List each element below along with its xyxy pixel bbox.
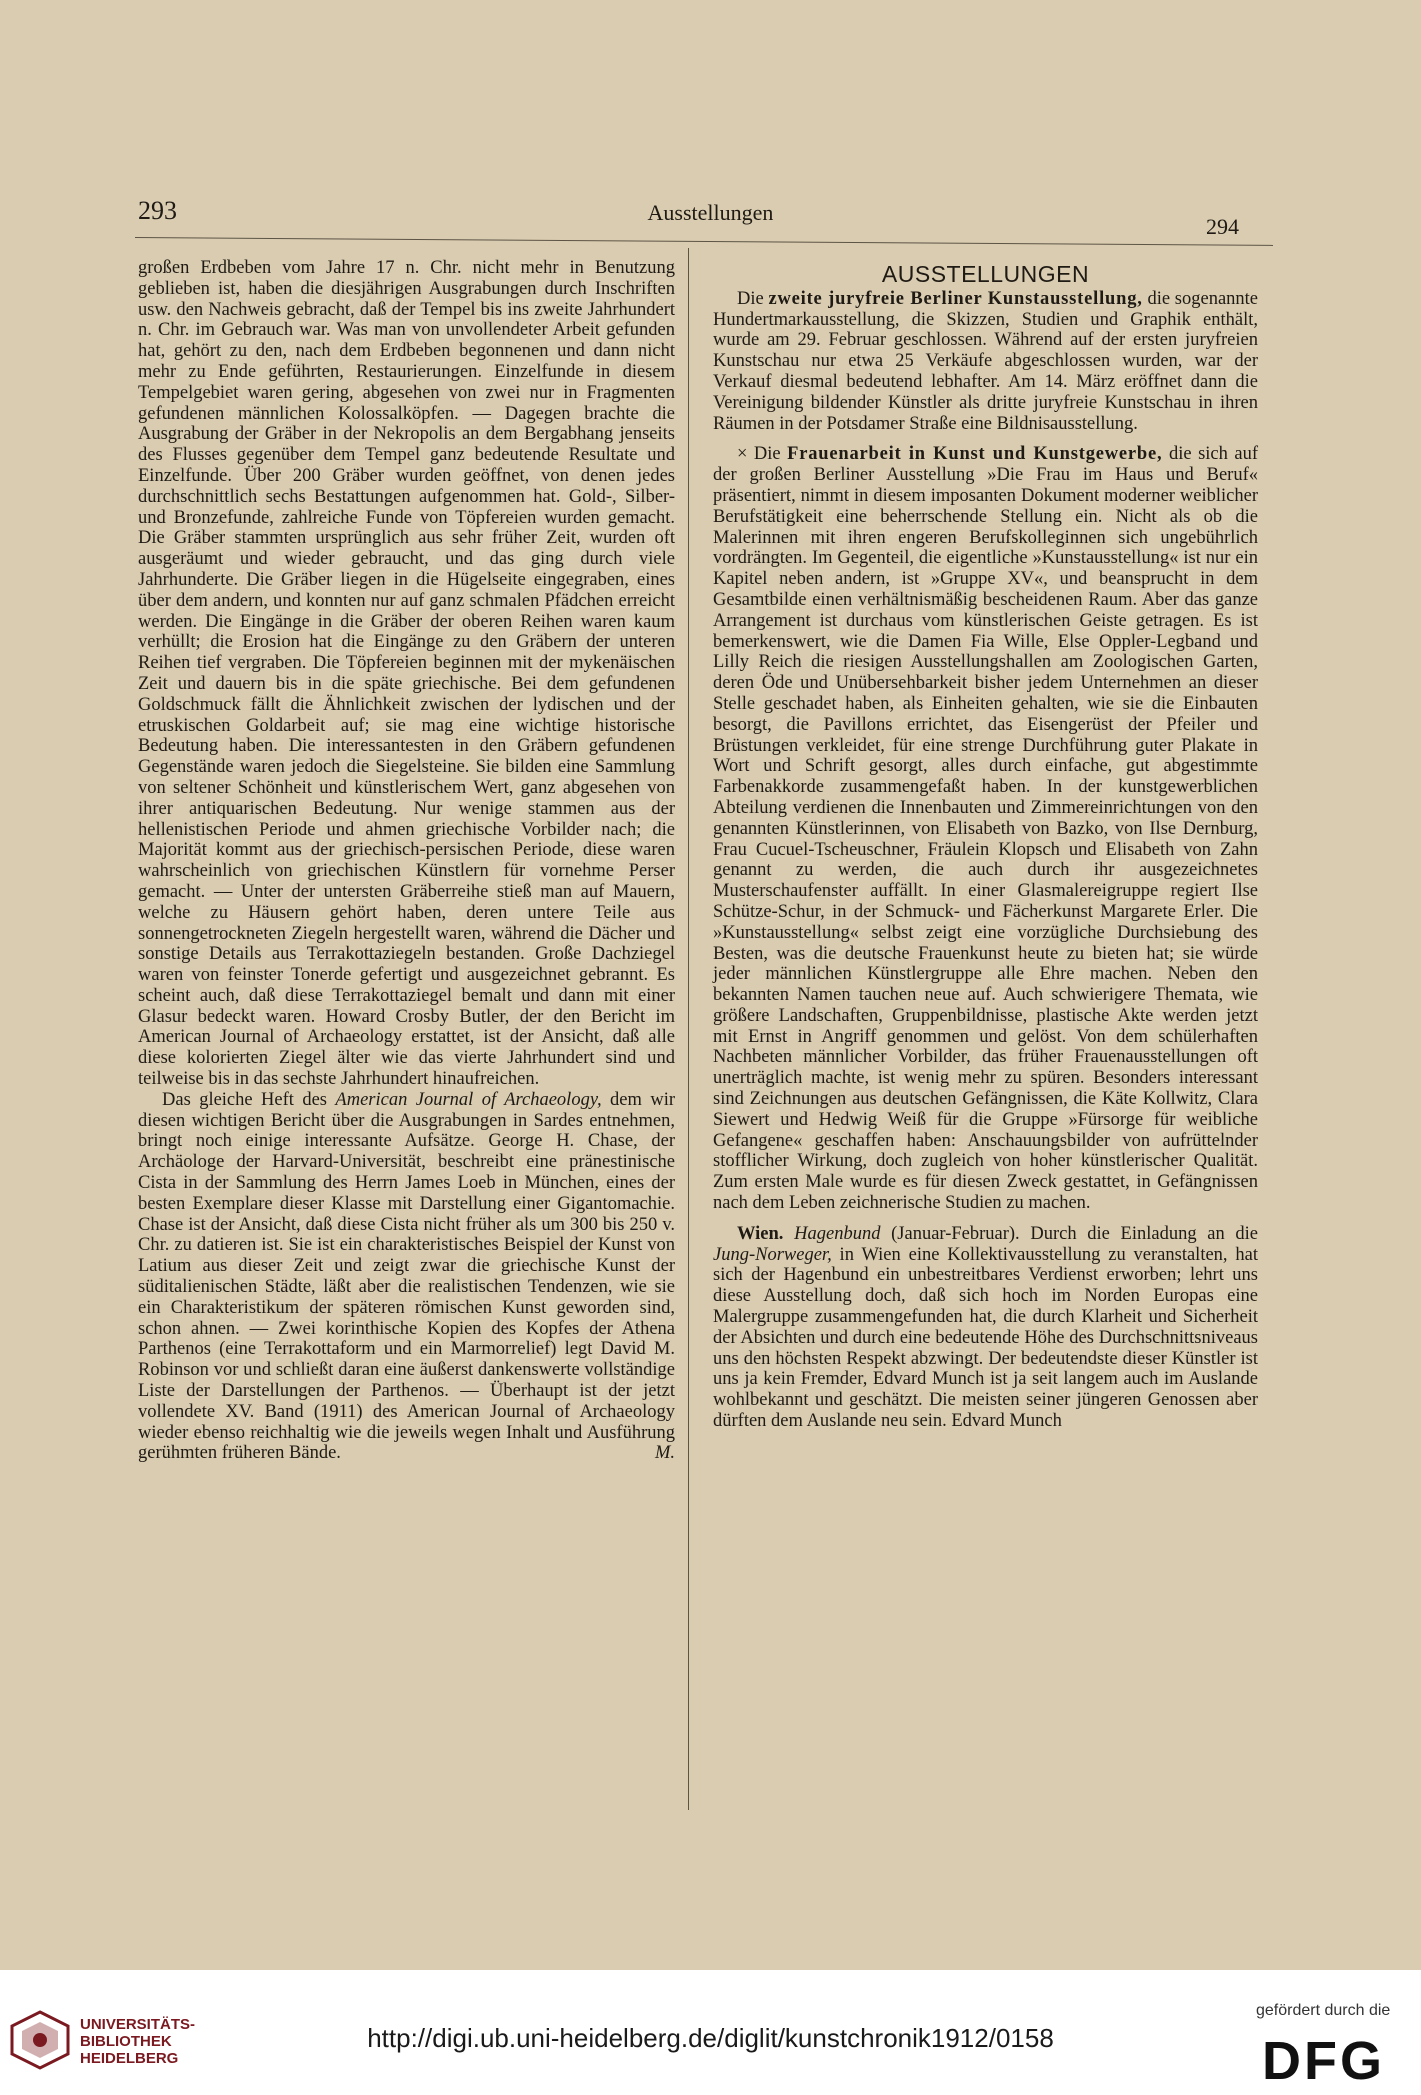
running-title: Ausstellungen bbox=[647, 200, 774, 225]
text-run: (Januar-Februar). Durch die Einladung an die bbox=[880, 1223, 1258, 1244]
permalink-url[interactable]: http://digi.ub.uni-heidelberg.de/diglit/kunstchronik1912/0158 bbox=[367, 2023, 1054, 2053]
page-number-right: 294 bbox=[1206, 214, 1239, 239]
institution-line: UNIVERSITÄTS- bbox=[80, 2016, 196, 2033]
left-paragraph-2 bbox=[138, 1090, 675, 1464]
right-column bbox=[713, 258, 1258, 1432]
page-number-left: 293 bbox=[138, 196, 177, 225]
journal-title: American Journal of Archaeology, bbox=[335, 1089, 602, 1110]
text-run: Die bbox=[737, 288, 769, 309]
section-heading: AUSSTELLUNGEN bbox=[881, 261, 1090, 287]
text-run: die sich auf der großen Berliner Ausstellung »Die Frau im Haus und Beruf« präsentiert, nimmt in diesem imposanten Dokument moderner weiblicher Berufstätigkeit eine beherrschende Stellung ein. Nicht als ob die Malerinnen mit ihren engeren Berufskolleginnen sich ungebührlich vordrängten. Im Gegenteil, die eigentliche »Kunstausstellung« ist nur ein Kapitel neben andern, ist »Gruppe XV«, und beansprucht in dem Gesamtbilde einen verhältnismäßig bescheidenen Raum. Aber das ganze Arrangement ist durchaus vom künstlerischen Geiste getragen. Es ist bemerkenswert, wie die Damen Fia Wille, Else Oppler-Legband und Lilly Reich die riesigen Ausstellungshallen am Zoologischen Garten, deren Öde und Unübersehbarkeit bisher jedem Unternehmen an dieser Stelle geschadet haben, als Einheiten gehalten, wie sie die Einbauten besorgt, die Pavillons errichtet, das Eisengerüst der Pfeiler und Brüstungen verkleidet, für eine strenge Durchführung guter Plakate in Wort und Schrift gesorgt, alles durch einfache, gut abgestimmte Farbenakkorde zusammengefaßt haben. In der kunstgewerblichen Abteilung verdienen die Innenbauten und Zimmereinrichtungen von den genannten Künstlerinnen, von Elisabeth von Bazko, von Ilse Dernburg, Frau Cucuel-Tscheuschner, Fräulein Klopsch und Elisabeth von Zahn genannt zu werden, die auch durch ihr ausgezeichnetes Musterschaufenster auffällt. In einer Glasmalereigruppe regiert Ilse Schütze-Schur, in der Schmuck- und Fächerkunst Margarete Erler. Die »Kunstausstellung« selbst zeigt eine vorzügliche Durchsiebung des Besten, was die deutsche Frauenkunst heute zu bieten hat; sie würde jeder männlichen Künstlergruppe alle Ehre machen. Neben den bekannten Namen tauchen neue auf. Auch schwierigere Themata, wie größere Landschaften, Gruppenbildnisse, plastische Akte werden jetzt mit Ernst in Angriff genommen und gelöst. Von dem schülerhaften Nachbeten männlicher Vorbilder, das früher Frauenausstellungen oft unerträglich machte, ist wenig mehr zu spüren. Besonders interessant sind Zeichnungen aus deutschen Gefängnissen, die Käte Kollwitz, Clara Siewert und Hedwig Weiß für die Gruppe »Fürsorge für weibliche Gefangene« geschaffen haben: Anschauungsbilder von aufrüttelnder stofflicher Wirkung, doch zugleich von hoher künstlerischer Qualität. Zum ersten Male wurde es für diesen Zweck gestattet, in Gefängnissen nach dem Leben zeichnerische Studien zu machen. bbox=[713, 444, 1258, 1214]
group-name: Jung-Norweger, bbox=[713, 1244, 832, 1265]
column-divider bbox=[688, 248, 689, 1810]
author-signature: M. bbox=[654, 1443, 675, 1464]
text-run: dem wir diesen wichtigen Bericht über die Ausgrabungen in Sardes entnehmen, bringt noch einige interessante Aufsätze. George H. Chase, der Archäologe der Harvard-Universität, beschreibt eine pränestinische Cista in der Sammlung des Herrn James Loeb in München, eines der besten Exemplare dieser Klasse mit Darstellung einer Gigantomachie. Chase ist der Ansicht, daß diese Cista nicht früher als um 300 bis 250 v. Chr. zu datieren ist. Sie ist ein charakteristisches Beispiel der Kunst von Latium aus dieser Zeit und zeigt zwar die griechische Kunst der süditalienischen Städte, läßt aber die realistischen Tendenzen, wie sie ein Charakteristikum der späteren römischen Kunst geworden sind, schon ahnen. — Zwei korinthische Kopien des Kopfes der Athena Parthenos (eine Terrakottaform und ein Marmorrelief) legt David M. Robinson vor und schließt daran eine äußerst dankenswerte vollständige Liste der Darstellungen der Parthenos. — Überhaupt ist der jetzt vollendete XV. Band (1911) des American Journal of Archaeology wieder ebenso reichhaltig wie die jeweils wegen Inhalt und Ausführung gerühmten früheren Bände. bbox=[138, 1089, 675, 1464]
exhibition-title: zweite juryfreie Berliner Kunstausstellung, bbox=[768, 288, 1143, 309]
exhibition-title: Frauenarbeit in Kunst und Kunstgewerbe, bbox=[787, 444, 1163, 465]
association-name: Hagenbund bbox=[794, 1223, 881, 1244]
right-paragraph-2 bbox=[713, 444, 1258, 1213]
left-column bbox=[138, 258, 675, 1464]
text-run: Das gleiche Heft des bbox=[162, 1089, 336, 1110]
left-paragraph-1: großen Erdbeben vom Jahre 17 n. Chr. nicht mehr in Benutzung geblieben ist, haben die diesjährigen Ausgrabungen durch Inschriften usw. den Nachweis gebracht, daß der Tempel bis ins zweite Jahrhundert n. Chr. im Gebrauch war. Was man von unvollendeter Arbeit gefunden hat, gehört zu den, nach dem Erdbeben begonnenen und dann nicht mehr zu Ende geführten, Restaurierungen. Einzelfunde in diesem Tempelgebiet waren gering, abgesehen von zwei nur in Fragmenten gefundenen männlichen Kolossalköpfen. — Dagegen brachte die Ausgrabung der Gräber in der Nekropolis an dem Bergabhang jenseits des Flusses gegenüber dem Tempel ganz bedeutende Resultate und Einzelfunde. Über 200 Gräber wurden geöffnet, von denen jedes durchschnittlich sechs Bestattungen aufgenommen hat. Gold-, Silber- und Bronzefunde, zahlreiche Funde von Töpfereien wurden gemacht. Die Gräber stammten ursprünglich aus sehr früher Zeit, wurden oft ausgeräumt und wieder gebraucht, und das ging durch viele Jahrhunderte. Die Gräber liegen in die Hügelseite eingegraben, eines über dem andern, und konnten nur auf ganz schmalen Pfädchen erreicht werden. Die Eingänge in die Gräber der oberen Reihen waren kaum verhüllt; die Erosion hat die Eingänge zu den Gräbern der unteren Reihen tief vergraben. Die Töpfereien beginnen mit der mykenäischen Zeit und dauern bis in die späte griechische. Bei dem gefundenen Goldschmuck fällt die Ähnlichkeit zwischen der lydischen und der etruskischen Goldarbeit auf; sie mag eine wichtige historische Bedeutung haben. Die interessantesten in den Gräbern gefundenen Gegenstände waren jedoch die Siegelsteine. Sie bilden eine Sammlung von seltener Schönheit und künstlerischem Wert, ganz abgesehen von ihrer antiquarischen Bedeutung. Nur wenige stammen aus der hellenistischen Periode und ahmen griechische Vorbilder nach; die Majorität kommt aus der griechisch-persischen Periode, diese waren wahrscheinlich von griechischen Künstlern für vornehme Perser gemacht. — Unter der untersten Gräberreihe stieß man auf Mauern, welche zu Häusern gehört haben, deren untere Teile aus sonnengetrockneten Ziegeln hergestellt waren, während die Dächer und sonstige Details aus Terrakottaziegeln bestanden. Große Dachziegel waren von feinster Tonerde gefertigt und ausgezeichnet gebrannt. Es scheint auch, daß diese Terrakottaziegel bemalt und dann mit einer Glasur bedeckt waren. Howard Crosby Butler, der den Bericht im American Journal of Archaeology erstattet, ist der Ansicht, daß alle diese kolorierten Ziegel älter wie das vierte Jahrhundert sind und teilweise bis in das sechste Jahrhundert hinaufreichen. bbox=[138, 258, 675, 1090]
dfg-logo: DFG bbox=[1262, 2031, 1385, 2091]
text-run: × Die bbox=[737, 444, 788, 465]
right-paragraph-1 bbox=[713, 289, 1258, 435]
city-name: Wien. bbox=[737, 1223, 784, 1244]
right-paragraph-3 bbox=[713, 1224, 1258, 1432]
funding-label: gefördert durch die bbox=[1256, 2002, 1391, 2019]
text-run: die sogenannte Hundertmarkausstellung, die Skizzen, Studien und Graphik enthält, wurde am 29. Februar geschlossen. Während auf der ersten juryfreien Kunstschau nur etwa 25 Verkäufe abgeschlossen wurden, war der Verkauf diesmal bedeutend lebhafter. Am 14. März eröffnet dann die Vereinigung bildender Künstler als dritte juryfreie Kunstschau in ihren Räumen in der Potsdamer Straße eine Bildnisausstellung. bbox=[713, 288, 1259, 434]
institution-line: HEIDELBERG bbox=[80, 2050, 179, 2067]
text-run: in Wien eine Kollektivausstellung zu veranstalten, hat sich der Hagenbund ein unbestreitbares Verdienst erworben; lehrt uns diese Ausstellung doch, daß sich hoch im Norden Europas eine Malergruppe zusammengefunden hat, die durch Klarheit und Sicherheit der Absichten und durch eine bedeutende Höhe des Durchschnittsniveaus uns den höchsten Respekt abzwingt. Der bedeutendste dieser Künstler ist uns ja kein Fremder, Edvard Munch ist ja seit langem auch im Auslande wohlbekannt und geschätzt. Die meisten seiner jüngeren Genossen aber dürften dem Auslande neu sein. Edvard Munch bbox=[713, 1244, 1258, 1432]
institution-line: BIBLIOTHEK bbox=[80, 2033, 172, 2050]
